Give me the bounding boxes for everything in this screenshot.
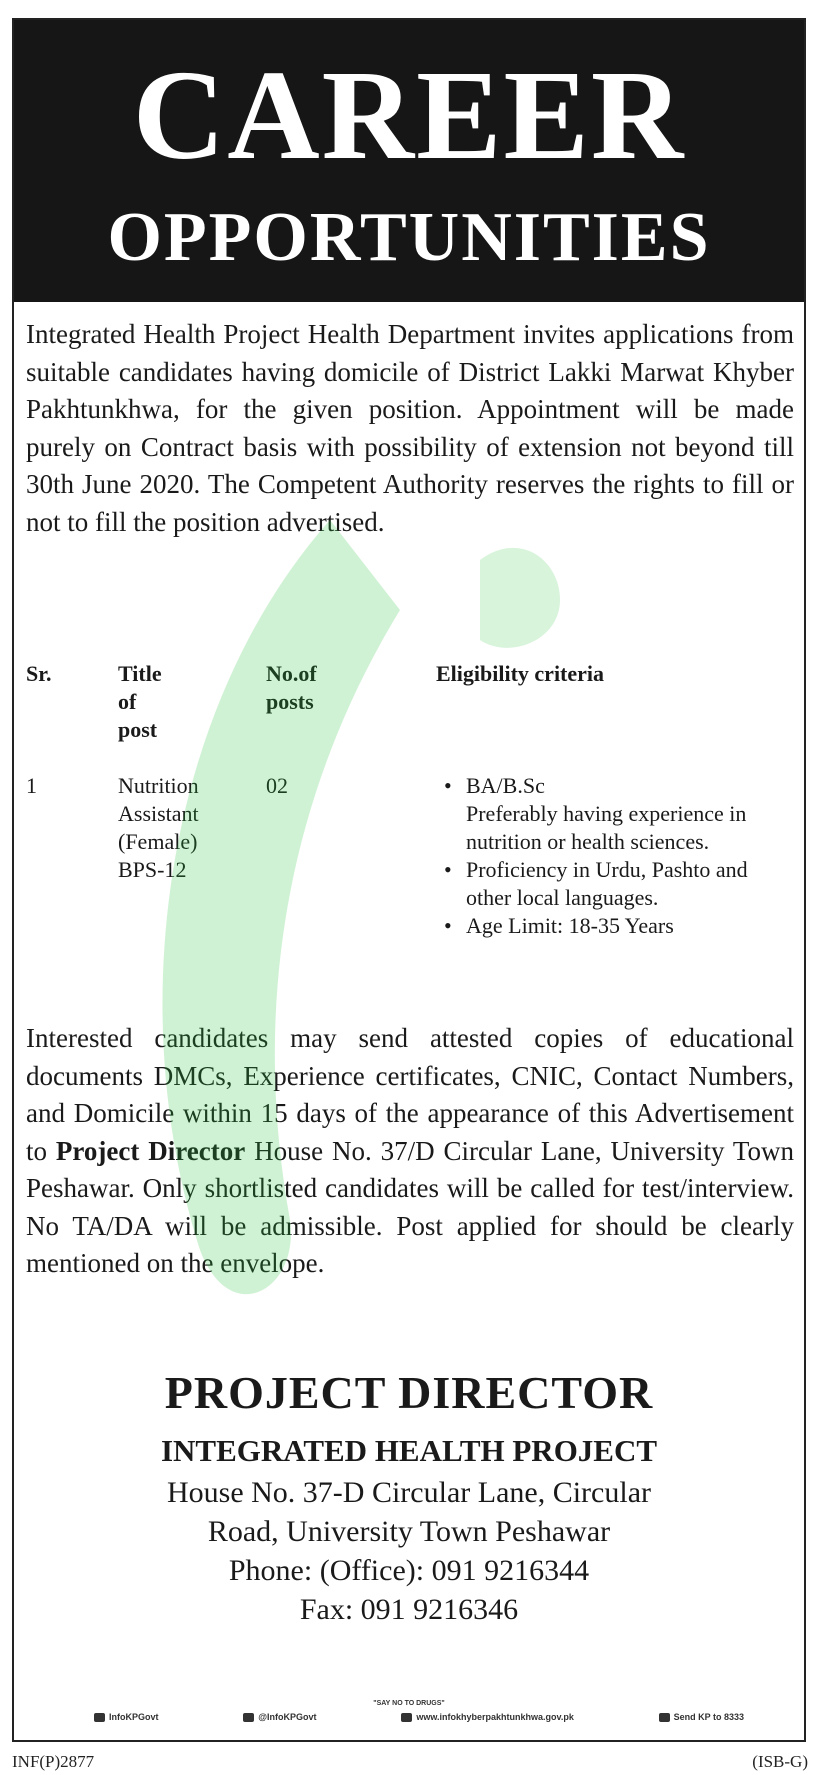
signature-phone: Phone: (Office): 091 9216344 xyxy=(228,1554,590,1587)
header-no-of-posts xyxy=(266,660,386,716)
row-title xyxy=(118,772,248,884)
criteria-text: BA/B.Sc xyxy=(466,773,545,798)
footer-link-sms[interactable] xyxy=(659,1712,744,1722)
header-sr: Sr. xyxy=(26,661,52,686)
row-title-line: Nutrition xyxy=(118,773,199,798)
footer-link-text: Send KP to 8333 xyxy=(673,1712,744,1722)
row-title-line: Assistant xyxy=(118,801,199,826)
reference-code-left: INF(P)2877 xyxy=(12,1752,95,1771)
footer-link-text: www.infokhyberpakhtunkhwa.gov.pk xyxy=(416,1712,574,1722)
signature-block xyxy=(14,1365,804,1629)
signature-title: PROJECT DIRECTOR xyxy=(164,1367,654,1418)
header-title-line: post xyxy=(118,717,158,742)
twitter-icon xyxy=(243,1713,254,1722)
criteria-subtext: Preferably having experience in nutrition or health sciences. xyxy=(466,801,747,854)
footer-link-facebook[interactable] xyxy=(94,1712,159,1722)
bullet-icon: • xyxy=(444,773,452,798)
facebook-icon xyxy=(94,1713,105,1722)
footer-links xyxy=(94,1712,744,1722)
criteria-item xyxy=(436,856,796,912)
row-posts: 02 xyxy=(266,773,288,798)
row-title-line: BPS-12 xyxy=(118,857,187,882)
criteria-text: Age Limit: 18-35 Years xyxy=(466,913,674,938)
instructions-bold: Project Director xyxy=(55,1135,246,1166)
row-title-line: (Female) xyxy=(118,829,198,854)
footer-link-text: InfoKPGovt xyxy=(109,1712,159,1722)
criteria-text: Proficiency in Urdu, Pashto and other local languages. xyxy=(466,857,748,910)
header-title-line: Title xyxy=(118,661,162,686)
signature-address-1: House No. 37-D Circular Lane, Circular xyxy=(166,1476,651,1509)
signature-address-2: Road, University Town Peshawar xyxy=(207,1515,611,1548)
reference-code-right: (ISB-G) xyxy=(752,1752,808,1771)
footer-link-twitter[interactable] xyxy=(243,1712,316,1722)
footer-bar xyxy=(14,1700,804,1730)
header-title-line: of xyxy=(118,689,137,714)
web-icon xyxy=(401,1713,412,1722)
footer-slogan: "SAY NO TO DRUGS" xyxy=(373,1700,445,1707)
application-instructions xyxy=(26,1020,794,1283)
footer-link-text: @InfoKPGovt xyxy=(258,1712,317,1722)
row-eligibility xyxy=(436,772,796,940)
criteria-item xyxy=(436,772,796,856)
header-posts-line: posts xyxy=(266,689,314,714)
intro-paragraph: Integrated Health Project Health Department invites applications from suitable candidates having domicile of District Lakki Marwat Khyber Pakhtunkhwa, for the given position. Appointment will be made purely on Contract basis with possibility of extension not beyond till 30th June 2020. The Competent Authority reserves the rights to fill or not to fill the position advertised. xyxy=(26,319,794,537)
row-sr: 1 xyxy=(26,773,37,798)
header-eligibility: Eligibility criteria xyxy=(436,661,605,686)
header-title-opportunities: OPPORTUNITIES xyxy=(107,199,711,276)
criteria-item xyxy=(436,912,796,940)
signature-fax: Fax: 091 9216346 xyxy=(299,1593,519,1626)
instructions-text: Interested candidates may send attested copies of educational documents DMCs, Experience certificates, CNIC, Contact Numbers, and Domicile within 15 days of the appearance of this Advertisement to xyxy=(26,1023,794,1166)
signature-org: INTEGRATED HEALTH PROJECT xyxy=(160,1433,658,1468)
advertisement xyxy=(12,18,806,1742)
header-title-career: CAREER xyxy=(132,44,686,186)
bullet-icon: • xyxy=(444,913,452,938)
header-title-of-post xyxy=(118,660,248,744)
instructions-text: House No. 37/D Circular Lane, University Town Peshawar. Only shortlisted candidates will be called for test/interview. No TA/DA will be admissible. Post applied for should be clearly mentioned on the envelope. xyxy=(26,1135,794,1278)
sms-icon xyxy=(659,1713,670,1722)
header-posts-line: No.of xyxy=(266,661,317,686)
footer-link-web[interactable] xyxy=(401,1712,574,1722)
bullet-icon: • xyxy=(444,857,452,882)
header-banner xyxy=(14,20,804,302)
